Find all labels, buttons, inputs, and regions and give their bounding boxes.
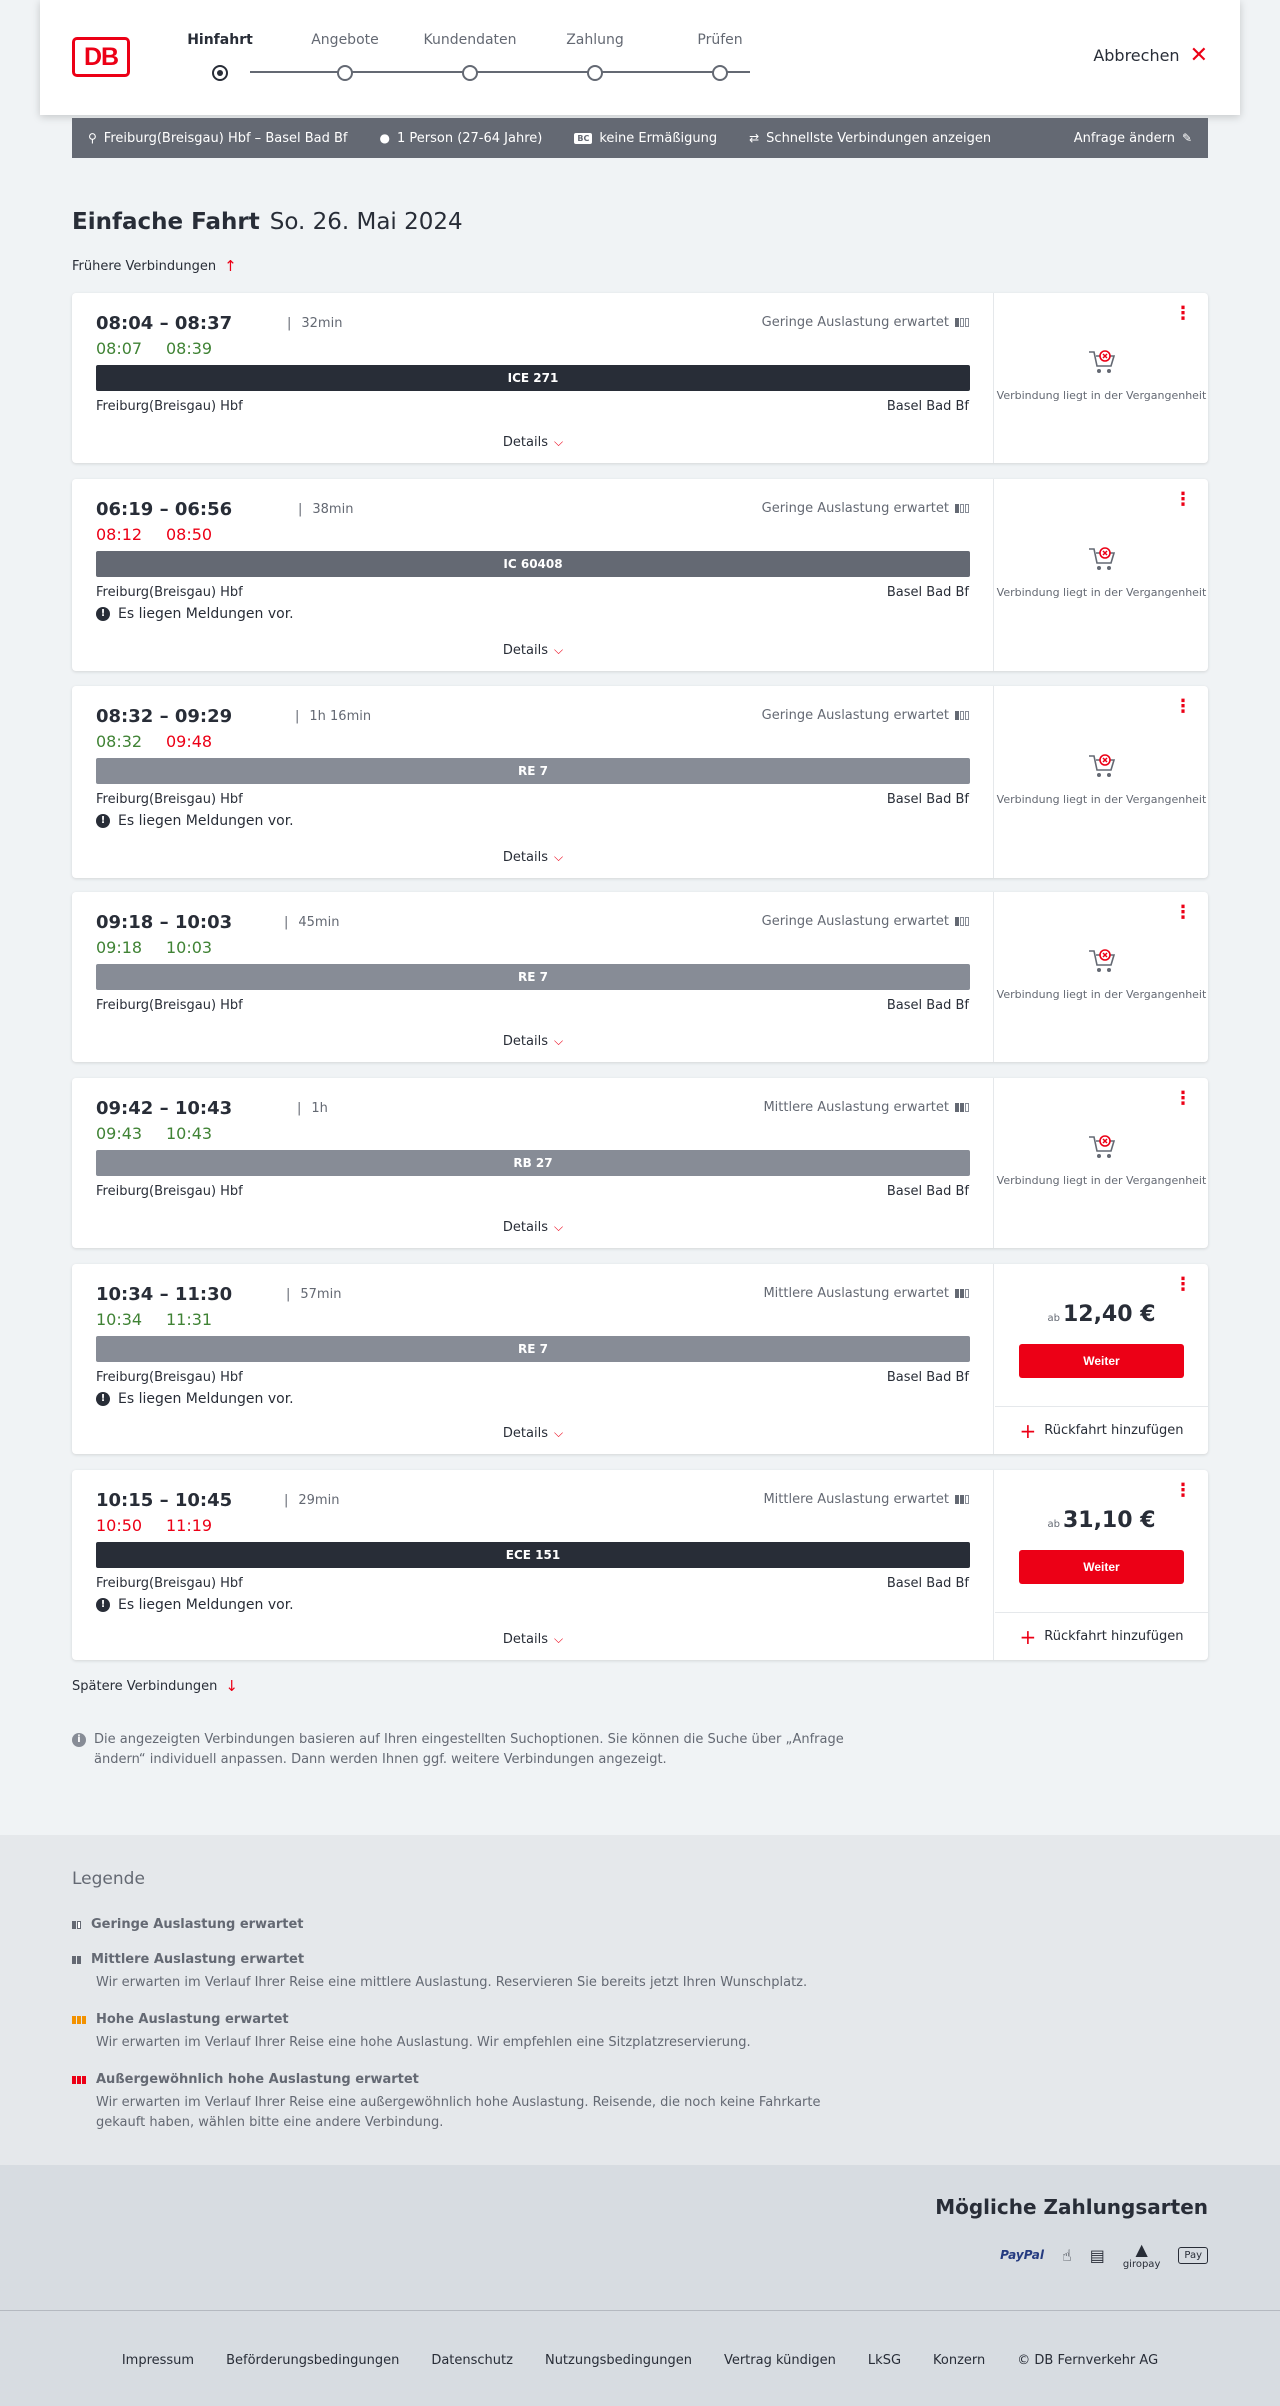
cancel-button[interactable] (1093, 42, 1208, 68)
realtime-departure: 08:12 (96, 525, 143, 544)
departure-station: Freiburg(Breisgau) Hbf (96, 998, 243, 1013)
scheduled-times: 08:32 – 09:29 (96, 706, 233, 727)
passenger-summary (379, 131, 542, 146)
train-bar: RE 7 (96, 964, 970, 990)
fastest-text: Schnellste Verbindungen anzeigen (766, 130, 992, 146)
sepa-icon: ▤ (1089, 2245, 1105, 2265)
past-connection-text: Verbindung liegt in der Vergangenheit (996, 586, 1207, 599)
offer-panel (995, 686, 1208, 878)
legend-item-exceptional (72, 2072, 856, 2133)
cart-unavailable-icon (1087, 752, 1117, 780)
duration: | 32min (287, 316, 342, 331)
occupancy-text: Mittlere Auslastung erwartet (763, 1100, 949, 1115)
service-message (96, 1597, 294, 1613)
scheduled-times: 09:18 – 10:03 (96, 912, 233, 933)
later-connections-link[interactable] (72, 1677, 238, 1695)
swap-arrows-icon: ⇄ (749, 131, 760, 145)
plus-icon: + (1019, 1624, 1037, 1649)
occupancy-text: Mittlere Auslastung erwartet (763, 1286, 949, 1301)
service-message-text: Es liegen Meldungen vor. (118, 606, 294, 622)
occupancy-info (762, 708, 969, 723)
more-options-icon[interactable]: ⋮ (1174, 696, 1192, 717)
details-label: Details (502, 643, 548, 658)
occupancy-text: Geringe Auslastung erwartet (761, 914, 949, 929)
connection-card[interactable] (72, 293, 1208, 463)
alert-icon: ! (96, 814, 110, 828)
footer-link-konzern[interactable]: Konzern (933, 2353, 986, 2368)
more-options-icon[interactable]: ⋮ (1174, 902, 1192, 923)
service-message (96, 1391, 294, 1407)
train-bar: IC 60408 (96, 551, 970, 577)
price-value: 31,10 € (1062, 1508, 1156, 1533)
continue-button[interactable]: Weiter (1019, 1344, 1184, 1378)
details-toggle[interactable] (72, 435, 994, 450)
apple-pay-label: Pay (1184, 2249, 1202, 2261)
exceptional-occupancy-icon (72, 2076, 86, 2084)
connection-card[interactable] (72, 686, 1208, 878)
occupancy-text: Mittlere Auslastung erwartet (763, 1492, 949, 1507)
paypal-icon: PayPal (1000, 2248, 1044, 2262)
card-hand-icon: ☝ (1061, 2245, 1072, 2265)
step-label: Hinfahrt (187, 32, 253, 48)
connection-card[interactable] (72, 1264, 1208, 1454)
train-bar: RB 27 (96, 1150, 970, 1176)
price-prefix: ab (1047, 1313, 1060, 1324)
details-label: Details (502, 1632, 548, 1647)
legend-item-title: Mittlere Auslastung erwartet (91, 1952, 305, 1967)
chevron-down-icon: ⌵ (553, 1034, 564, 1048)
request-summary-bar (72, 118, 1208, 158)
legend-item-desc: Wir erwarten im Verlauf Ihrer Reise eine mittlere Auslastung. Reservieren Sie bereits jetzt Ihren Wunschplatz. (96, 1975, 808, 1990)
cart-unavailable-icon (1087, 545, 1117, 573)
cancel-label: Abbrechen (1093, 46, 1180, 65)
arrow-down-icon: ↓ (225, 1677, 238, 1695)
legend-item-low (72, 1917, 304, 1932)
service-message (96, 813, 294, 829)
offer-panel (995, 293, 1208, 463)
realtime-arrival: 10:43 (166, 1124, 213, 1143)
more-options-icon[interactable]: ⋮ (1174, 489, 1192, 510)
change-request-button[interactable] (1074, 131, 1192, 146)
footer-copyright: © DB Fernverkehr AG (1017, 2353, 1159, 2368)
price (995, 1302, 1208, 1327)
payment-icons (1000, 2240, 1208, 2270)
realtime-arrival: 09:48 (166, 732, 213, 751)
step-dot (462, 65, 478, 81)
bahncard-icon: BC (574, 133, 592, 144)
service-message-text: Es liegen Meldungen vor. (118, 1597, 294, 1613)
legend-item-desc: Wir erwarten im Verlauf Ihrer Reise eine hohe Auslastung. Wir empfehlen eine Sitzplatzreservierung. (96, 2035, 751, 2050)
plus-icon: + (1019, 1418, 1037, 1443)
chevron-down-icon: ⌵ (553, 850, 564, 864)
chevron-down-icon: ⌵ (553, 1426, 564, 1440)
past-connection-text: Verbindung liegt in der Vergangenheit (996, 389, 1207, 402)
occupancy-icon (955, 917, 969, 926)
giropay-label: giropay (1122, 2259, 1161, 2270)
more-options-icon[interactable]: ⋮ (1174, 303, 1192, 324)
offer-panel (995, 1470, 1208, 1660)
departure-station: Freiburg(Breisgau) Hbf (96, 1576, 243, 1591)
step-hinfahrt (160, 32, 280, 81)
occupancy-info (762, 501, 969, 516)
db-logo[interactable]: DB (72, 37, 130, 77)
occupancy-icon (955, 504, 969, 513)
connection-main[interactable] (72, 892, 994, 1062)
realtime-departure: 08:07 (96, 339, 143, 358)
trip-type: Einfache Fahrt (72, 209, 260, 235)
passenger-text: 1 Person (27-64 Jahre) (396, 130, 543, 146)
alert-icon: ! (96, 1598, 110, 1612)
connection-card[interactable] (72, 1078, 1208, 1248)
cart-unavailable-icon (1087, 348, 1117, 376)
details-toggle[interactable] (72, 1632, 994, 1647)
past-connection-note (995, 1133, 1208, 1188)
add-return-button[interactable] (995, 1612, 1208, 1660)
realtime-departure: 09:18 (96, 938, 143, 957)
fastest-option (749, 131, 991, 146)
past-connection-note (995, 348, 1208, 403)
occupancy-text: Geringe Auslastung erwartet (761, 501, 949, 516)
departure-station: Freiburg(Breisgau) Hbf (96, 399, 243, 414)
more-options-icon[interactable]: ⋮ (1174, 1274, 1192, 1295)
chevron-down-icon: ⌵ (553, 435, 564, 449)
occupancy-info (763, 1100, 969, 1115)
arrival-station: Basel Bad Bf (886, 399, 969, 414)
page-title (72, 209, 463, 235)
details-toggle[interactable] (72, 850, 994, 865)
duration: | 57min (286, 1287, 341, 1302)
pencil-icon: ✎ (1181, 131, 1192, 145)
duration: | 1h 16min (295, 709, 371, 724)
arrival-station: Basel Bad Bf (886, 585, 969, 600)
legend-item-high (72, 2012, 856, 2053)
connection-main[interactable] (72, 479, 994, 671)
occupancy-info (763, 1492, 969, 1507)
connection-main[interactable] (72, 1470, 994, 1660)
footer-link-lksg[interactable]: LkSG (867, 2353, 902, 2368)
arrival-station: Basel Bad Bf (886, 998, 969, 1013)
step-angebote (285, 32, 405, 81)
legend-item-title: Hohe Auslastung erwartet (96, 2012, 289, 2027)
add-return-label: Rückfahrt hinzufügen (1044, 1629, 1184, 1644)
giropay-icon: ▲ giropay (1122, 2240, 1161, 2270)
details-toggle[interactable] (72, 1034, 994, 1049)
info-icon: i (72, 1733, 86, 1747)
apple-pay-icon (1178, 2247, 1208, 2264)
arrival-station: Basel Bad Bf (886, 1576, 969, 1591)
past-connection-note (995, 947, 1208, 1002)
service-message (96, 606, 294, 622)
occupancy-info (762, 315, 969, 330)
realtime-departure: 10:50 (96, 1516, 143, 1535)
occupancy-icon (955, 1289, 969, 1298)
duration: | 1h (297, 1101, 328, 1116)
scheduled-times: 10:34 – 11:30 (96, 1284, 233, 1305)
train-bar: ECE 151 (96, 1542, 970, 1568)
offer-panel (995, 479, 1208, 671)
scheduled-times: 06:19 – 06:56 (96, 499, 233, 520)
earlier-connections-label: Frühere Verbindungen (72, 258, 217, 274)
route-summary (88, 131, 347, 146)
step-kundendaten (410, 32, 530, 81)
offer-panel (995, 1078, 1208, 1248)
add-return-button[interactable] (995, 1406, 1208, 1454)
details-label: Details (502, 435, 548, 450)
step-label: Zahlung (566, 32, 624, 48)
legend-item-title: Außergewöhnlich hohe Auslastung erwartet (96, 2072, 419, 2087)
occupancy-text: Geringe Auslastung erwartet (761, 315, 949, 330)
alert-icon: ! (96, 1392, 110, 1406)
occupancy-info (762, 914, 969, 929)
search-info-note (72, 1730, 852, 1770)
realtime-departure: 09:43 (96, 1124, 143, 1143)
chevron-down-icon: ⌵ (553, 1632, 564, 1646)
header (40, 0, 1240, 115)
train-bar: RE 7 (96, 758, 970, 784)
search-info-text: Die angezeigten Verbindungen basieren auf Ihren eingestellten Suchoptionen. Sie können die Suche über „Anfrage ändern“ individuell anpassen. Dann werden Ihnen ggf. weitere Verbindungen angezeigt. (94, 1732, 844, 1767)
realtime-arrival: 10:03 (166, 938, 213, 957)
medium-occupancy-icon (72, 1956, 81, 1964)
realtime-arrival: 11:19 (166, 1516, 213, 1535)
change-request-label: Anfrage ändern (1073, 130, 1175, 146)
footer-link-nutzungsbedingungen[interactable]: Nutzungsbedingungen (544, 2353, 692, 2368)
discount-summary (574, 131, 717, 146)
realtime-departure: 08:32 (96, 732, 143, 751)
step-dot (587, 65, 603, 81)
step-label: Prüfen (697, 32, 743, 48)
realtime-departure: 10:34 (96, 1310, 143, 1329)
arrival-station: Basel Bad Bf (886, 1370, 969, 1385)
details-toggle[interactable] (72, 1426, 994, 1441)
realtime-arrival: 08:39 (166, 339, 213, 358)
occupancy-text: Geringe Auslastung erwartet (761, 708, 949, 723)
cart-unavailable-icon (1087, 947, 1117, 975)
occupancy-info (763, 1286, 969, 1301)
earlier-connections-link[interactable] (72, 257, 237, 275)
duration: | 45min (284, 915, 339, 930)
legend-item-medium (72, 1952, 856, 1993)
details-label: Details (502, 850, 548, 865)
connection-main[interactable] (72, 1264, 994, 1454)
occupancy-icon (955, 711, 969, 720)
details-label: Details (502, 1426, 548, 1441)
duration: | 38min (298, 502, 353, 517)
connection-card[interactable] (72, 479, 1208, 671)
scheduled-times: 08:04 – 08:37 (96, 313, 233, 334)
step-zahlung (535, 32, 655, 81)
footer-link-impressum[interactable]: Impressum (121, 2353, 195, 2368)
connection-card[interactable] (72, 892, 1208, 1062)
legend-item-title: Geringe Auslastung erwartet (91, 1917, 304, 1932)
train-bar: ICE 271 (96, 365, 970, 391)
departure-station: Freiburg(Breisgau) Hbf (96, 792, 243, 807)
legend-section (0, 1835, 1280, 2165)
duration: | 29min (284, 1493, 339, 1508)
high-occupancy-icon (72, 2016, 86, 2024)
connection-main[interactable] (72, 293, 994, 463)
connection-main[interactable] (72, 686, 994, 878)
arrival-station: Basel Bad Bf (886, 792, 969, 807)
footer-link-datenschutz[interactable]: Datenschutz (431, 2353, 513, 2368)
step-label: Angebote (311, 32, 379, 48)
realtime-arrival: 11:31 (166, 1310, 213, 1329)
departure-station: Freiburg(Breisgau) Hbf (96, 1184, 243, 1199)
scheduled-times: 10:15 – 10:45 (96, 1490, 233, 1511)
price-value: 12,40 € (1062, 1302, 1156, 1327)
service-message-text: Es liegen Meldungen vor. (118, 813, 294, 829)
legend-title: Legende (72, 1869, 145, 1889)
service-message-text: Es liegen Meldungen vor. (118, 1391, 294, 1407)
past-connection-note (995, 545, 1208, 600)
later-connections-label: Spätere Verbindungen (72, 1678, 218, 1694)
payment-methods-section (0, 2165, 1280, 2310)
details-label: Details (502, 1220, 548, 1235)
offer-panel (995, 1264, 1208, 1454)
connection-card[interactable] (72, 1470, 1208, 1660)
price-prefix: ab (1047, 1519, 1060, 1530)
footer-link-befoerderungsbedingungen[interactable]: Beförderungsbedingungen (226, 2353, 400, 2368)
occupancy-icon (955, 1103, 969, 1112)
arrow-up-icon: ↑ (224, 257, 237, 275)
past-connection-note (995, 752, 1208, 807)
step-dot (337, 65, 353, 81)
add-return-label: Rückfahrt hinzufügen (1044, 1423, 1184, 1438)
payment-title: Mögliche Zahlungsarten (935, 2195, 1208, 2219)
more-options-icon[interactable]: ⋮ (1174, 1480, 1192, 1501)
offer-panel (995, 892, 1208, 1062)
past-connection-text: Verbindung liegt in der Vergangenheit (996, 1174, 1207, 1187)
train-bar: RE 7 (96, 1336, 970, 1362)
step-pruefen (660, 32, 780, 81)
discount-text: keine Ermäßigung (599, 130, 718, 146)
low-occupancy-icon (72, 1921, 81, 1929)
alert-icon: ! (96, 607, 110, 621)
footer-link-vertrag-kuendigen[interactable]: Vertrag kündigen (723, 2353, 836, 2368)
past-connection-text: Verbindung liegt in der Vergangenheit (996, 988, 1207, 1001)
route-text: Freiburg(Breisgau) Hbf – Basel Bad Bf (103, 130, 348, 146)
arrival-station: Basel Bad Bf (886, 1184, 969, 1199)
footer (0, 2310, 1280, 2406)
chevron-down-icon: ⌵ (553, 643, 564, 657)
legend-item-desc: Wir erwarten im Verlauf Ihrer Reise eine außergewöhnlich hohe Auslastung. Reisende, die noch keine Fahrkarte gekauft haben, wählen bitte eine andere Verbindung. (96, 2095, 821, 2130)
departure-station: Freiburg(Breisgau) Hbf (96, 1370, 243, 1385)
details-toggle[interactable] (72, 1220, 994, 1235)
progress-stepper (160, 32, 800, 92)
step-label: Kundendaten (423, 32, 517, 48)
connection-main[interactable] (72, 1078, 994, 1248)
scheduled-times: 09:42 – 10:43 (96, 1098, 233, 1119)
occupancy-icon (955, 1495, 969, 1504)
trip-date: So. 26. Mai 2024 (269, 209, 463, 235)
person-icon: ● (379, 131, 390, 145)
footer-links (0, 2353, 1280, 2368)
step-dot (712, 65, 728, 81)
occupancy-icon (955, 318, 969, 327)
departure-station: Freiburg(Breisgau) Hbf (96, 585, 243, 600)
continue-button[interactable]: Weiter (1019, 1550, 1184, 1584)
details-label: Details (502, 1034, 548, 1049)
more-options-icon[interactable]: ⋮ (1174, 1088, 1192, 1109)
step-dot (212, 65, 228, 81)
chevron-down-icon: ⌵ (553, 1220, 564, 1234)
cart-unavailable-icon (1087, 1133, 1117, 1161)
close-icon: ✕ (1189, 42, 1208, 68)
past-connection-text: Verbindung liegt in der Vergangenheit (996, 793, 1207, 806)
realtime-arrival: 08:50 (166, 525, 213, 544)
location-pin-icon: ⚲ (88, 131, 97, 145)
details-toggle[interactable] (72, 643, 994, 658)
price (995, 1508, 1208, 1533)
